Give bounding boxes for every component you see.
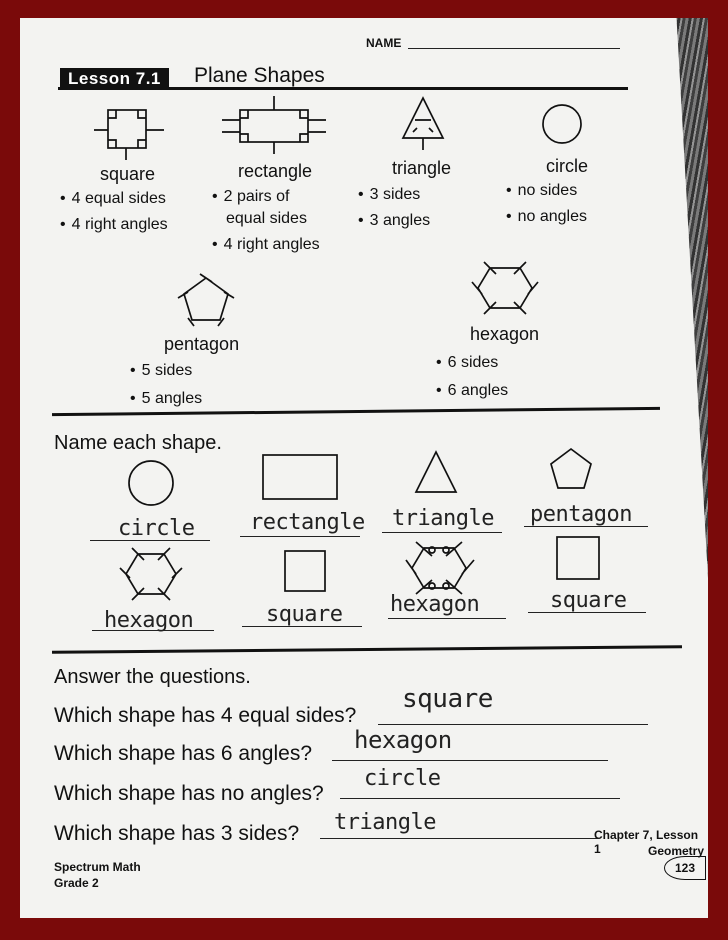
- rectangle-fact-1: • 2 pairs of: [212, 188, 289, 206]
- footer-subject: Geometry: [648, 844, 705, 858]
- question-4-answer-line[interactable]: [320, 838, 598, 839]
- worksheet-page: [20, 18, 708, 918]
- handwritten-answer-3: triangle: [392, 506, 494, 531]
- question-1-answer: square: [402, 684, 493, 714]
- exercise-rectangle-icon: [260, 452, 342, 502]
- question-3-answer-line[interactable]: [340, 798, 620, 799]
- circle-name: circle: [546, 156, 589, 176]
- circle-fact-2: • no angles: [506, 208, 587, 226]
- rectangle-fact-1-cont: equal sides: [226, 210, 307, 227]
- circle-fact-1: • no sides: [506, 182, 577, 200]
- handwritten-answer-6: square: [266, 602, 343, 627]
- lesson-title: Plane Shapes: [194, 64, 325, 87]
- pentagon-reference-icon: [174, 270, 240, 332]
- question-2: Which shape has 6 angles?: [54, 742, 312, 765]
- question-1: Which shape has 4 equal sides?: [54, 704, 357, 727]
- hexagon-fact-2: • 6 angles: [436, 382, 508, 400]
- question-4-answer: triangle: [334, 810, 436, 835]
- section-divider-1: [52, 407, 660, 416]
- page-number-badge: 123: [664, 856, 706, 880]
- hexagon-name: hexagon: [470, 324, 540, 344]
- answer-line-2[interactable]: [240, 536, 360, 537]
- circle-reference-icon: [540, 102, 588, 150]
- exercise-triangle-icon: [414, 450, 464, 496]
- triangle-reference-icon: [395, 92, 455, 154]
- handwritten-answer-2: rectangle: [250, 510, 365, 535]
- section-divider-2: [52, 645, 682, 653]
- exercise-hexagon-2-icon: [402, 540, 482, 596]
- handwritten-answer-8: square: [550, 588, 627, 613]
- handwritten-answer-7: hexagon: [390, 592, 480, 617]
- question-1-answer-line[interactable]: [378, 724, 648, 725]
- exercise-square-icon: [282, 548, 328, 594]
- square-name: square: [100, 164, 156, 184]
- triangle-fact-2: • 3 angles: [358, 212, 430, 230]
- rectangle-reference-icon: [220, 96, 340, 156]
- name-each-shape-heading: Name each shape.: [54, 432, 222, 454]
- name-blank-line[interactable]: [408, 48, 620, 49]
- pentagon-name: pentagon: [164, 334, 240, 354]
- handwritten-answer-4: pentagon: [530, 502, 632, 527]
- wood-surface-background: [638, 18, 708, 578]
- question-3: Which shape has no angles?: [54, 782, 324, 805]
- name-label: NAME: [366, 36, 402, 50]
- exercise-hexagon-icon: [118, 546, 188, 602]
- square-fact-2: • 4 right angles: [60, 216, 168, 234]
- triangle-fact-1: • 3 sides: [358, 186, 420, 204]
- hexagon-fact-1: • 6 sides: [436, 354, 498, 372]
- footer-book-title: Spectrum Math: [54, 860, 141, 874]
- handwritten-answer-5: hexagon: [104, 608, 194, 633]
- rectangle-fact-2: • 4 right angles: [212, 236, 320, 254]
- footer-chapter: Chapter 7, Lesson 1: [594, 828, 699, 856]
- question-2-answer-line[interactable]: [332, 760, 608, 761]
- answer-line-7[interactable]: [388, 618, 506, 619]
- lesson-badge: Lesson 7.1: [60, 68, 169, 90]
- pentagon-fact-1: • 5 sides: [130, 362, 192, 380]
- question-4: Which shape has 3 sides?: [54, 822, 300, 845]
- exercise-pentagon-icon: [548, 446, 596, 494]
- exercise-square-2-icon: [554, 534, 602, 582]
- exercise-circle-icon: [126, 458, 178, 510]
- question-2-answer: hexagon: [354, 726, 452, 754]
- question-3-answer: circle: [364, 766, 441, 791]
- answer-questions-heading: Answer the questions.: [54, 666, 251, 688]
- answer-line-3[interactable]: [382, 532, 502, 533]
- triangle-name: triangle: [392, 158, 452, 178]
- handwritten-answer-1: circle: [118, 516, 195, 541]
- pentagon-fact-2: • 5 angles: [130, 390, 202, 408]
- header-rule: [58, 87, 628, 90]
- square-fact-1: • 4 equal sides: [60, 190, 166, 208]
- rectangle-name: rectangle: [238, 161, 313, 181]
- hexagon-reference-icon: [468, 260, 548, 316]
- square-reference-icon: [90, 102, 180, 162]
- footer-grade: Grade 2: [54, 876, 99, 890]
